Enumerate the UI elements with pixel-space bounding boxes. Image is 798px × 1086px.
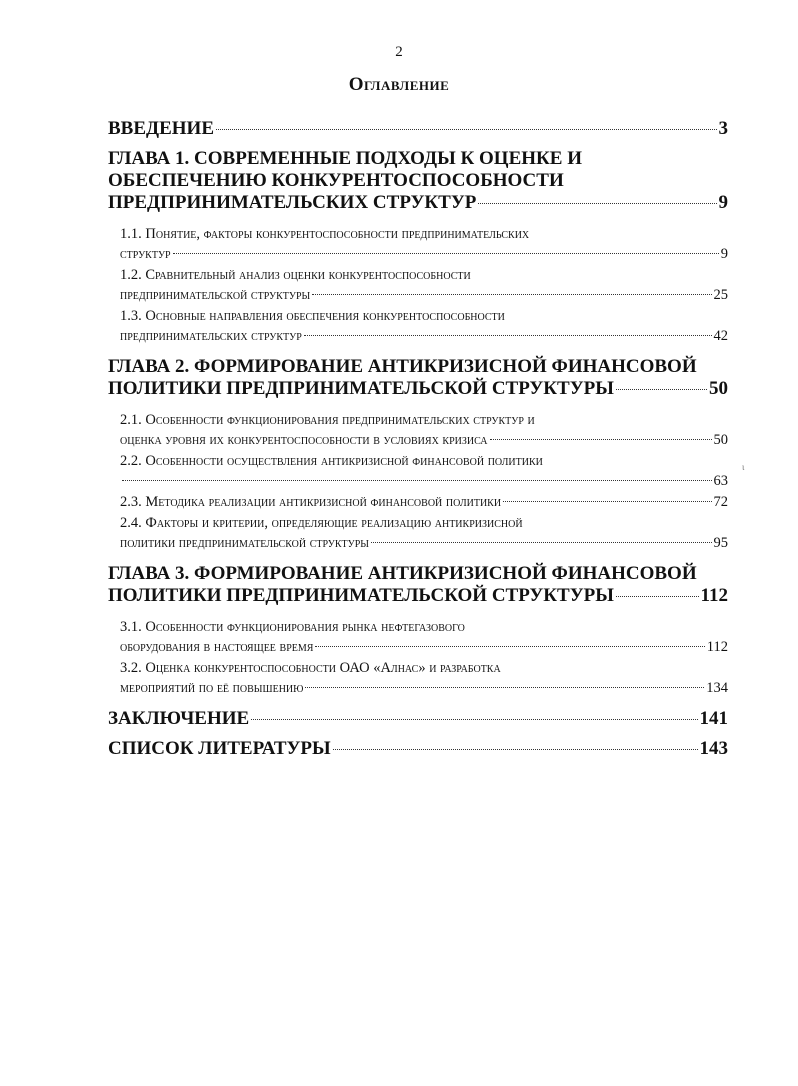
dot-leader — [304, 334, 712, 336]
dot-leader — [122, 479, 712, 481]
toc-page-number: 3 — [718, 118, 728, 139]
toc-entry-section-3-1[interactable] — [120, 617, 728, 657]
chapter-title-line: ГЛАВА 2. ФОРМИРОВАНИЕ АНТИКРИЗИСНОЙ ФИНАНСОВОЙ — [108, 356, 697, 377]
toc-page-number: 95 — [713, 535, 728, 551]
toc-page-number: 72 — [713, 494, 728, 510]
chapter-title-line: ГЛАВА 1. СОВРЕМЕННЫЕ ПОДХОДЫ К ОЦЕНКЕ И — [108, 148, 583, 169]
toc-entry-section-2-3[interactable] — [120, 492, 728, 512]
table-of-contents — [108, 118, 728, 768]
toc-page-number: 50 — [709, 378, 728, 399]
toc-entry-section-2-1[interactable] — [120, 410, 728, 450]
dot-leader — [251, 718, 697, 720]
dot-leader — [216, 128, 717, 130]
toc-entry-section-1-3[interactable] — [120, 306, 728, 346]
toc-entry-chapter-2[interactable] — [108, 356, 728, 400]
section-title-line: политики предпринимательской структуры — [120, 535, 370, 551]
toc-page-number: 9 — [720, 246, 728, 262]
dot-leader — [616, 595, 699, 597]
dot-leader — [333, 748, 698, 750]
chapter-title-line: ГЛАВА 3. ФОРМИРОВАНИЕ АНТИКРИЗИСНОЙ ФИНАНСОВОЙ — [108, 563, 697, 584]
toc-page-number: 50 — [713, 432, 728, 448]
toc-entry-section-2-4[interactable] — [120, 513, 728, 553]
toc-entry-chapter-3[interactable] — [108, 563, 728, 607]
dot-leader — [616, 388, 707, 390]
section-title-line: 3.2. Оценка конкурентоспособности ОАО «Алнас» и разработка — [120, 660, 501, 676]
dot-leader — [478, 202, 716, 204]
chapter-title-line: ПОЛИТИКИ ПРЕДПРИНИМАТЕЛЬСКОЙ СТРУКТУРЫ — [108, 378, 614, 399]
dot-leader — [305, 686, 704, 688]
dot-leader — [371, 541, 711, 543]
chapter-title-line: ОБЕСПЕЧЕНИЮ КОНКУРЕНТОСПОСОБНОСТИ — [108, 170, 564, 191]
section-title-line: 2.3. Методика реализации антикризисной финансовой политики — [120, 494, 502, 510]
section-title-line: 1.2. Сравнительный анализ оценки конкурентоспособности — [120, 267, 471, 283]
toc-page-number: 112 — [700, 585, 728, 606]
chapter-title-line: ПРЕДПРИНИМАТЕЛЬСКИХ СТРУКТУР — [108, 192, 477, 213]
toc-entry-label: СПИСОК ЛИТЕРАТУРЫ — [108, 738, 331, 759]
section-title-line: предпринимательской структуры — [120, 287, 311, 303]
toc-page-number: 42 — [713, 328, 728, 344]
section-title-line: оборудования в настоящее время — [120, 639, 314, 655]
toc-entry-section-2-2[interactable] — [120, 451, 728, 491]
section-title-line: 2.2. Особенности осуществления антикризисной финансовой политики — [120, 453, 543, 469]
section-title-line: 2.4. Факторы и критерии, определяющие реализацию антикризисной — [120, 515, 523, 531]
dot-leader — [173, 252, 719, 254]
page-number: 2 — [395, 44, 403, 60]
section-title-line: предпринимательских структур — [120, 328, 302, 344]
toc-entry-references[interactable] — [108, 738, 728, 760]
section-title-line: оценка уровня их конкурентоспособности в условиях кризиса — [120, 432, 488, 448]
section-title-line: 3.1. Особенности функционирования рынка нефтегазового — [120, 619, 465, 635]
toc-page-number: 9 — [718, 192, 728, 213]
section-title-line: 1.1. Понятие, факторы конкурентоспособности предпринимательских — [120, 226, 530, 242]
section-title-line: 1.3. Основные направления обеспечения конкурентоспособности — [120, 308, 505, 324]
toc-page-number: 63 — [713, 473, 728, 489]
toc-entry-section-3-2[interactable] — [120, 658, 728, 698]
toc-entry-chapter-1[interactable] — [108, 148, 728, 214]
toc-page-number: 143 — [699, 738, 728, 759]
toc-page-number: 25 — [713, 287, 728, 303]
section-title-line: 2.1. Особенности функционирования предпринимательских структур и — [120, 412, 535, 428]
dot-leader — [312, 293, 711, 295]
dot-leader — [503, 500, 711, 502]
section-title-line: мероприятий по её повышению — [120, 680, 304, 696]
section-title-line: структур — [120, 246, 171, 262]
toc-entry-label: ВВЕДЕНИЕ — [108, 118, 214, 139]
toc-page-number: 141 — [699, 708, 728, 729]
toc-page-number: 112 — [706, 639, 728, 655]
page-title: Оглавление — [348, 74, 450, 95]
dot-leader — [490, 438, 712, 440]
toc-entry-section-1-2[interactable] — [120, 265, 728, 305]
toc-entry-section-1-1[interactable] — [120, 224, 728, 264]
toc-page-number: 134 — [706, 680, 728, 696]
stray-mark: ι — [742, 462, 745, 472]
dot-leader — [315, 645, 704, 647]
toc-entry-label: ЗАКЛЮЧЕНИЕ — [108, 708, 250, 729]
toc-entry-introduction[interactable] — [108, 118, 728, 140]
chapter-title-line: ПОЛИТИКИ ПРЕДПРИНИМАТЕЛЬСКОЙ СТРУКТУРЫ — [108, 585, 614, 606]
toc-entry-conclusion[interactable] — [108, 708, 728, 730]
